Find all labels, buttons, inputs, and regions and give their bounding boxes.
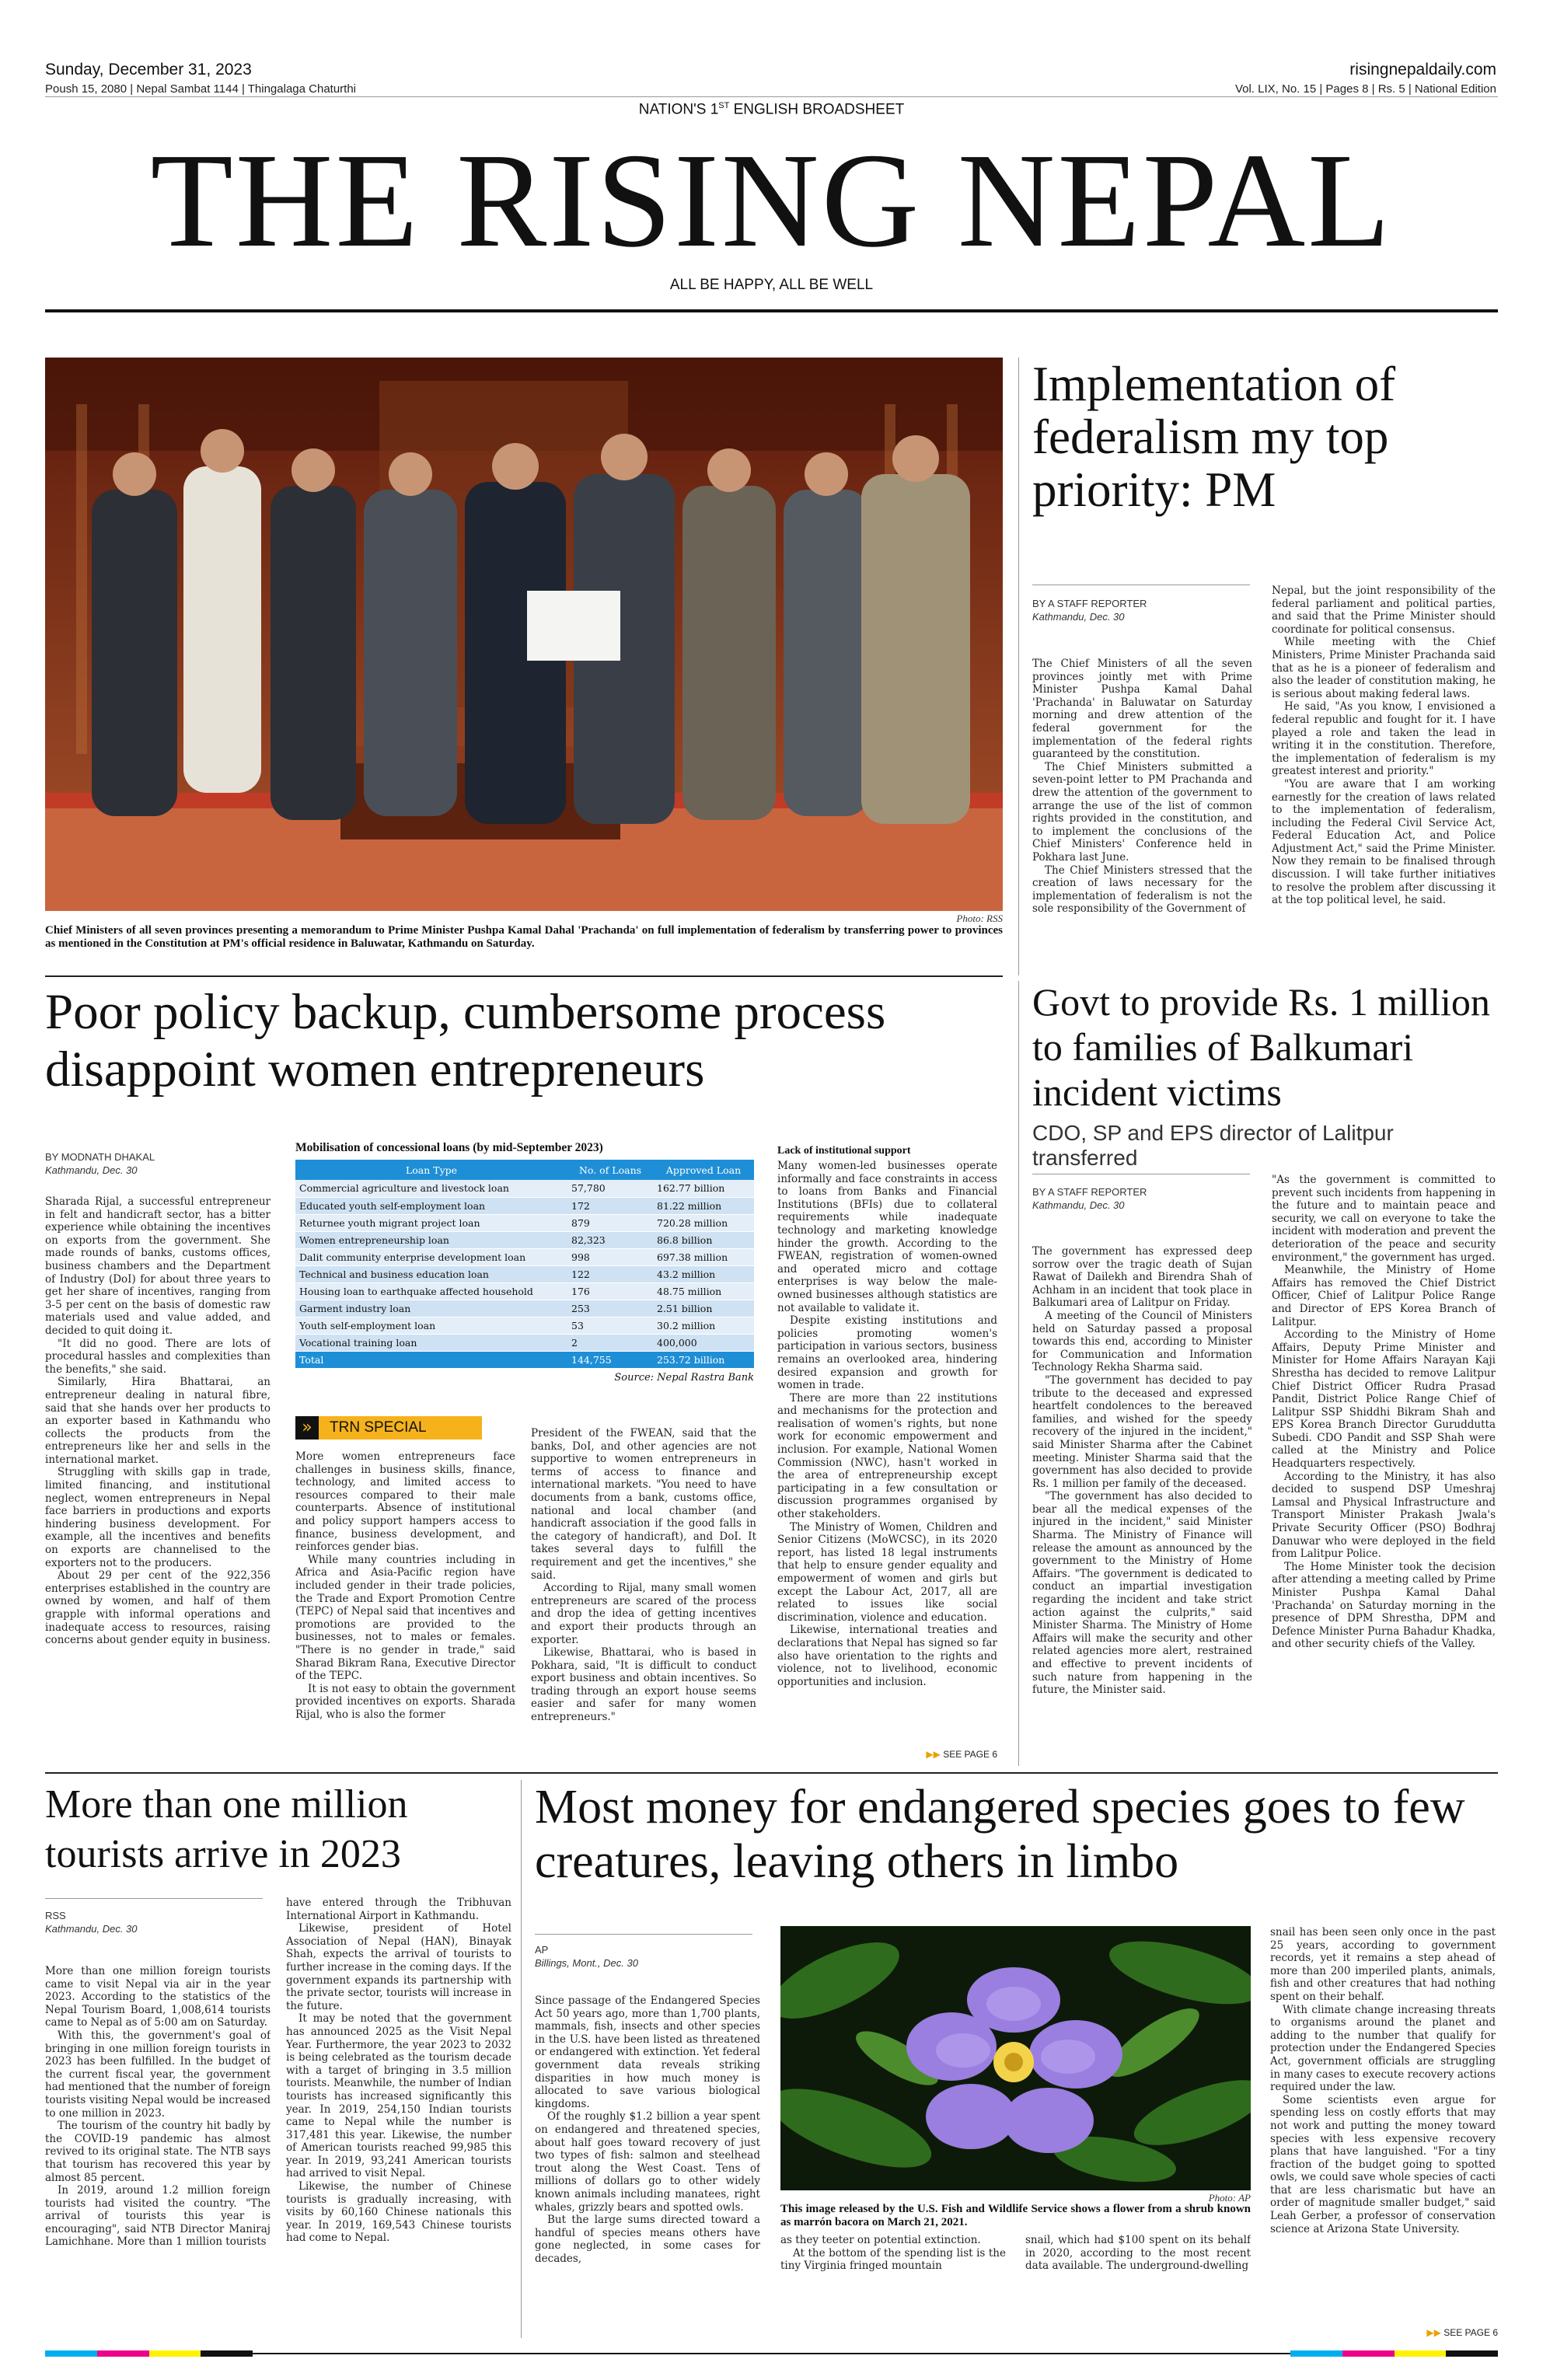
table-cell: Total <box>295 1351 567 1368</box>
table-cell: 253.72 billion <box>653 1351 754 1368</box>
table-cell: Youth self-employment loan <box>295 1317 567 1334</box>
table-cell: 162.77 billion <box>653 1180 754 1197</box>
table-cell: Women entrepreneurship loan <box>295 1231 567 1248</box>
table-cell: Vocational training loan <box>295 1334 567 1351</box>
table-cell: 43.2 million <box>653 1265 754 1282</box>
table-cell: 81.22 million <box>653 1197 754 1214</box>
flower-photo <box>780 1926 1251 2190</box>
masthead-top-rule <box>45 96 1498 97</box>
section-rule-2 <box>45 1772 1498 1774</box>
story2-col3: President of the FWEAN, said that the banks, DoI, and other agencies are not supportive to women entrepreneurs in terms of access to finance and international markets. "You need to have documents from a bank, customs office, national and local chamber (and handicraft association if the good falls in the category of handicraft), and DoI. It takes several days to fulfill the requirement and get the incentives," she said. According to Rijal, many small women entrepreneurs are scared of the process and drop the idea of getting incentives and export their products through an exporter. Likewise, Bhattarai, who is based in Pokhara, said, "It is difficult to conduct export business and obtain incentives. So trading through an export house seems easier and safer for many women entrepreneurs." <box>531 1427 756 1724</box>
website-link[interactable]: risingnepaldaily.com <box>1349 61 1496 79</box>
table-cell: 2 <box>567 1334 653 1351</box>
story4-col1: More than one million foreign tourists came to visit Nepal via air in the year 2023. According to the statistics of the Nepal Tourism Board, 1,008,614 tourists came to Nepal as of 5:00 am on Saturday. With this, the government's goal of bringing in one million foreign tourists in 2023 has been fulfilled. In the budget of the current fiscal year, the government had mentioned that the number of foreign tourists visiting Nepal would be increased to one million in 2023. The tourism of the country hit badly by the COVID-19 pandemic has almost revived to its original state. The NTB says that tourism has recovered this year by almost 85 percent. In 2019, around 1.2 million foreign tourists had visited the country. "The arrival of tourists this year is encouraging", said NTB Director Maniraj Lamichhane. More than 1 million tourists <box>45 1965 271 2249</box>
loan-table-header: Loan Type <box>295 1160 567 1180</box>
table-cell: 48.75 million <box>653 1282 754 1300</box>
table-row <box>295 1334 754 1351</box>
flower-photo-credit: Photo: AP <box>1208 2192 1251 2204</box>
story3-col1: The government has expressed deep sorrow over the tragic death of Sujan Rawat of Dailekh and Birendra Shah of Achham in an incident that took place in Balkumari area of Lalitpur on Friday. A meeting of the Council of Ministers held on Saturday passed a proposal towards this end, according to Minister for Communication and Information Technology Rekha Sharma said. "The government has decided to pay tribute to the deceased and expressed heartfelt condolences to the bereaved families, and wished for the speedy recovery of the injured in the incident," said Minister Sharma after the Cabinet meeting. Minister Sharma said that the government has also decided to provide Rs. 1 million per family of the deceased. "The government has also decided to bear all the medical expenses of the injured in the incident," said Minister Sharma. The Ministry of Finance will release the amount as announced by the government to the Ministry of Home Affairs. "The government is dedicated to conduct an impartial investigation regarding the incident and take strict action against the culprits," said Minister Sharma. The Ministry of Home Affairs will make the security and other related agencies more alert, restrained and effective to prevent incidents of such nature from happening in the future, the Minister said. <box>1032 1245 1252 1697</box>
table-cell: 53 <box>567 1317 653 1334</box>
lead-photo-credit: Photo: RSS <box>956 913 1003 924</box>
table-cell: Educated youth self-employment loan <box>295 1197 567 1214</box>
loan-table-title: Mobilisation of concessional loans (by mid-September 2023) <box>295 1141 603 1154</box>
table-row <box>295 1282 754 1300</box>
masthead-bottom-rule <box>45 309 1498 312</box>
story3-subhead: CDO, SP and EPS director of Lalitpur transferred <box>1032 1121 1394 1170</box>
story5-col1: Since passage of the Endangered Species Act 50 years ago, more than 1,700 plants, mammals, fish, insects and other species in the U.S. have been listed as threatened or endangered with extinction. Yet federal government data reveals striking disparities in how much money is allocated to save various biological kingdoms. Of the roughly $1.2 billion a year spent on endangered and threatened species, about half goes toward recovery of just two types of fish: salmon and steelhead trout along the West Coast. Tens of millions of dollars go to other widely known animals including manatees, right whales, grizzly bears and spotted owls. But the large sums directed toward a handful of species means others have gone neglected, in some cases for decades, <box>535 1994 760 2265</box>
table-row <box>295 1231 754 1248</box>
story5-col4: snail has been seen only once in the past 25 years, according to government records, yet it remains a step ahead of more than 200 imperiled plants, animals, fish and other creatures that had nothing spent on their behalf. With climate change increasing threats to organisms around the planet and adding to the number that qualify for protection under the Endangered Species Act, government officials are struggling in many cases to execute recovery actions required under the law. Some scientists even argue for spending less on costly efforts that may not work and putting the money toward species with less expensive recovery plans that have languished. "For a tiny fraction of the budget going to spotted owls, we could save whole species of cacti that are less charismatic but have an order of magnitude smaller budget," said Leah Gerber, a professor of conservation science at Arizona State University. <box>1270 1926 1496 2235</box>
masthead-motto: ALL BE HAPPY, ALL BE WELL <box>669 277 874 293</box>
story4-byline: RSS Kathmandu, Dec. 30 <box>45 1910 138 1935</box>
chevron-right-icon: » <box>295 1416 319 1440</box>
table-cell: 144,755 <box>567 1351 653 1368</box>
masthead-tagline: NATION'S 1ST ENGLISH BROADSHEET <box>638 101 905 118</box>
table-cell: 172 <box>567 1197 653 1214</box>
flower-photo-caption: This image released by the U.S. Fish and Wildlife Service shows a flower from a shrub known as marrón bacora on March 21, 2021. <box>780 2203 1251 2228</box>
story2-col4: Many women-led businesses operate informally and face constraints in access to loans from Banks and Financial Institutions (BFIs) due to collateral requirements while inadequate technology and marketing knowledge hinder the growth. According to the FWEAN, registration of women-owned and operated micro and cottage enterprises is way below the male-owned businesses although statistics are not available to validate it. Despite existing institutions and policies promoting women's participation in various sectors, business remains an overlooked area, hindering desired expansion and growth for women in trade. There are more than 22 institutions and mechanisms for the protection and realisation of women's rights, but none work for economic empowerment and inclusion. For example, National Women Commission (NWC), hasn't worked in the area of entrepreneurship except participating in a few consultation or discussion programmes organised by other stakeholders. The Ministry of Women, Children and Senior Citizens (MoWCSC), in its 2020 report, has listed 18 legal instruments that help to ensure gender equality and empowerment of women and girls but except the Labour Act, 2017, all are related to issues like social discrimination, violence and education. Likewise, international treaties and declarations that Nepal has signed so far also have orientation to the rights and violence, not to livelihood, economic opportunities and inclusion. <box>777 1160 997 1688</box>
table-cell: 57,780 <box>567 1180 653 1197</box>
loan-table-header: Approved Loan <box>653 1160 754 1180</box>
table-cell: 2.51 billion <box>653 1300 754 1317</box>
loan-table-total-row <box>295 1351 754 1368</box>
table-cell: Dalit community enterprise development loan <box>295 1248 567 1265</box>
table-cell: Housing loan to earthquake affected household <box>295 1282 567 1300</box>
story5-byline: AP Billings, Mont., Dec. 30 <box>535 1944 638 1969</box>
column-divider-2 <box>1018 981 1019 1766</box>
lead-photo-illustration <box>45 358 1003 911</box>
table-row <box>295 1248 754 1265</box>
masthead-sub-date: Poush 15, 2080 | Nepal Sambat 1144 | Thingalaga Chaturthi <box>45 82 357 96</box>
story4-col2: have entered through the Tribhuvan International Airport in Kathmandu. Likewise, president of Hotel Association of Nepal (HAN), Binayak Shah, expects the arrival of tourists to further increase in the coming days. If the government expands its partnership with the private sector, tourists will increase in the future. It may be noted that the government has announced 2025 as the Visit Nepal Year. Furthermore, the year 2023 to 2032 is being celebrated as the tourism decade with a target of bringing in 3.5 million tourists. Meanwhile, the number of Indian tourists has increased significantly this year. In 2019, 254,150 Indian tourists came to Nepal while the number is 317,481 this year. Likewise, the number of American tourists reached 99,985 this year. In 2019, 93,241 American tourists had arrived to visit Nepal. Likewise, the number of Chinese tourists is gradually increasing, with visits by 60,160 Chinese nationals this year. In 2019, 169,543 Chinese tourists had come to Nepal. <box>286 1897 511 2245</box>
table-cell: 30.2 million <box>653 1317 754 1334</box>
story3-col2: "As the government is committed to prevent such incidents from happening in the future and to maintain peace and security, we call on everyone to take the incident with moderation and prevent the deterioration of the peace and security environment," the government has urged. Meanwhile, the Ministry of Home Affairs has removed the Chief District Officer, Chief of Lalitpur Police Range and Director of EPS Korea Branch of Lalitpur. According to the Ministry of Home Affairs, Deputy Prime Minister and Minister for Home Affairs Narayan Kaji Shrestha has decided to remove Lalitpur Chief District Officer Rudra Prasad Pandit, District Police Range Chief of Lalitpur SSP Shiddhi Bikram Shah and EPS Korea Branch Director Guruddutta Subedi. CDO Pandit and SSP Shah were called at the Ministry and Police Headquarters respectively. According to the Ministry, it has also decided to suspend DSP Umeshraj Lamsal and Physical Infrastructure and Transport Minister Prakash Jwala's Private Security Officer (PSO) Bodhraj Danuwar who were deployed in the field from Lalitpur Police. The Home Minister took the decision after attending a meeting called by Prime Minister Pushpa Kamal Dahal 'Prachanda' on Saturday morning in the presence of DPM Shrestha, DPM and Defence Minister Purna Bahadur Khadka, and other security chiefs of the Valley. <box>1272 1174 1496 1651</box>
story4-rule <box>45 1898 263 1899</box>
table-cell: 720.28 million <box>653 1214 754 1231</box>
table-cell: 86.8 billion <box>653 1231 754 1248</box>
table-cell: Technical and business education loan <box>295 1265 567 1282</box>
table-cell: Returnee youth migrant project loan <box>295 1214 567 1231</box>
table-cell: 879 <box>567 1214 653 1231</box>
table-cell: 122 <box>567 1265 653 1282</box>
loan-table <box>295 1141 754 1384</box>
table-cell: 176 <box>567 1282 653 1300</box>
column-divider-1 <box>1018 358 1019 975</box>
trn-special-badge <box>295 1416 482 1440</box>
section-rule-1 <box>45 975 1003 977</box>
story4-headline: More than one million tourists arrive in 2023 <box>45 1782 408 1876</box>
story5-see-page[interactable]: ▶▶ SEE PAGE 6 <box>1426 2327 1498 2338</box>
loan-table-header: No. of Loans <box>567 1160 653 1180</box>
trn-special-label: TRN SPECIAL <box>330 1419 427 1436</box>
masthead-date: Sunday, December 31, 2023 <box>45 61 252 79</box>
story2-subhead: Lack of institutional support <box>777 1145 911 1157</box>
story2-byline: BY MODNATH DHAKAL Kathmandu, Dec. 30 <box>45 1151 155 1176</box>
table-cell: 253 <box>567 1300 653 1317</box>
flower-photo-illustration <box>780 1926 1251 2190</box>
lead-photo <box>45 358 1003 911</box>
story3-byline: BY A STAFF REPORTER Kathmandu, Dec. 30 <box>1032 1186 1147 1211</box>
story5-headline: Most money for endangered species goes to few creatures, leaving others in limbo <box>535 1781 1465 1888</box>
story2-col1: Sharada Rijal, a successful entrepreneur in felt and handicraft sector, has a bitter experience while obtaining the incentives on exports from the government. She made rounds of banks, customs offices, business chambers and the Department of Industry (DoI) for about three years to get her share of incentives, ranging from 3-5 per cent on the basis of domestic raw materials used and value added, and decided to quit doing it. "It did no good. There are lots of procedural hassles and complexities than the benefits," she said. Similarly, Hira Bhattarai, an entrepreneur dealing in natural fibre, said that she hands over her products to an exporter based in Kathmandu who collects the products from the entrepreneurs like her and sells in the international market. Struggling with skills gap in trade, limited financing, and institutional neglect, women entrepreneurs in Nepal face barriers in productions and exports hindering business development. For example, all the incentives and benefits on exports are channelised to the exporters not to the producers. About 29 per cent of the 922,356 enterprises established in the country are owned by women, and half of them grapple with informal operations and inadequate access to resources, raising concerns about gender equity in business. <box>45 1195 271 1647</box>
story2-headline: Poor policy backup, cumbersome process disappoint women entrepreneurs <box>45 984 886 1098</box>
table-row <box>295 1197 754 1214</box>
lead-photo-caption: Chief Ministers of all seven provinces presenting a memorandum to Prime Minister Pushpa Kamal Dahal 'Prachanda' on full implementation of federalism by transferring power to provinces as mentioned in the Constitution at PM's official residence in Baluwatar, Kathmandu on Saturday. <box>45 924 1003 950</box>
table-cell: 82,323 <box>567 1231 653 1248</box>
table-row <box>295 1300 754 1317</box>
table-cell: 697.38 million <box>653 1248 754 1265</box>
table-row <box>295 1180 754 1197</box>
story2-col2: More women entrepreneurs face challenges in business skills, finance, technology, and limited access to resources compared to their male counterparts. Absence of institutional and policy support hampers access to finance, business development, and reinforces gender bias. While many countries including in Africa and Asia-Pacific region have included gender in their trade policies, the Trade and Export Promotion Centre (TEPC) of Nepal said that incentives and promotions are provided to the businesses, not to males or females. "There is no gender in trade," said Sharad Bikram Rana, Executive Director of the TEPC. It is not easy to obtain the government provided incentives on exports. Sharada Rijal, who is also the former <box>295 1450 515 1721</box>
story1-headline: Implementation of federalism my top priority: PM <box>1032 357 1396 517</box>
table-row <box>295 1317 754 1334</box>
loan-table-grid <box>295 1160 754 1369</box>
story1-byline: BY A STAFF REPORTER Kathmandu, Dec. 30 <box>1032 598 1147 623</box>
story5-col3: snail, which had $100 spent on its behalf in 2020, according to the most recent data available. The underground-dwelling <box>1025 2234 1251 2273</box>
table-cell: 400,000 <box>653 1334 754 1351</box>
story5-col2: as they teeter on potential extinction. At the bottom of the spending list is the tiny Virginia fringed mountain <box>780 2234 1006 2273</box>
story1-col2: Nepal, but the joint responsibility of the federal parliament and political parties, and said that the Prime Minister should coordinate for political consensus. While meeting with the Chief Ministers, Prime Minister Prachanda said that as he is a pioneer of federalism and also the leader of constitution making, he is serious about making federal laws. He said, "As you know, I envisioned a federal republic and fought for it. I have played a role and taken the lead in writing it in the constitution. Therefore, the implementation of federalism is my greatest interest and priority." "You are aware that I am working earnestly for the creation of laws related to the implementation of federalism, including the Federal Civil Service Act, Federal Education Act, and Police Adjustment Act," said the Prime Minister. Now they remain to be finalised through discussion. I will take further initiatives to resolve the problem after discussing it at the top political level, he said. <box>1272 585 1496 907</box>
masthead-title: THE RISING NEPAL <box>150 125 1393 275</box>
masthead-volume: Vol. LIX, No. 15 | Pages 8 | Rs. 5 | National Edition <box>1234 82 1496 96</box>
table-row <box>295 1265 754 1282</box>
story5-rule <box>535 1934 752 1935</box>
table-cell: 998 <box>567 1248 653 1265</box>
column-divider-3 <box>521 1780 522 2338</box>
table-cell: Garment industry loan <box>295 1300 567 1317</box>
loan-table-source: Source: Nepal Rastra Bank <box>614 1371 754 1384</box>
story1-col1: The Chief Ministers of all the seven provinces jointly met with Prime Minister Pushpa Kamal Dahal 'Prachanda' in Baluwatar on Saturday morning and drew attention of the federal government for the implementation of the federal rights guaranteed by the constitution. The Chief Ministers submitted a seven-point letter to PM Prachanda and drew the attention of the government to arrange the use of the list of common rights provided in the constitution, and to implement the conclusions of the Chief Ministers' Conference held in Pokhara last June. The Chief Ministers stressed that the creation of laws necessary for the implementation of federalism is not the sole responsibility of the Government of <box>1032 658 1252 916</box>
story3-headline: Govt to provide Rs. 1 million to families of Balkumari incident victims <box>1032 980 1490 1114</box>
table-row <box>295 1214 754 1231</box>
story2-see-page[interactable]: ▶▶ SEE PAGE 6 <box>926 1749 997 1760</box>
table-cell: Commercial agriculture and livestock loan <box>295 1180 567 1197</box>
footer-color-bar <box>45 2350 1498 2357</box>
